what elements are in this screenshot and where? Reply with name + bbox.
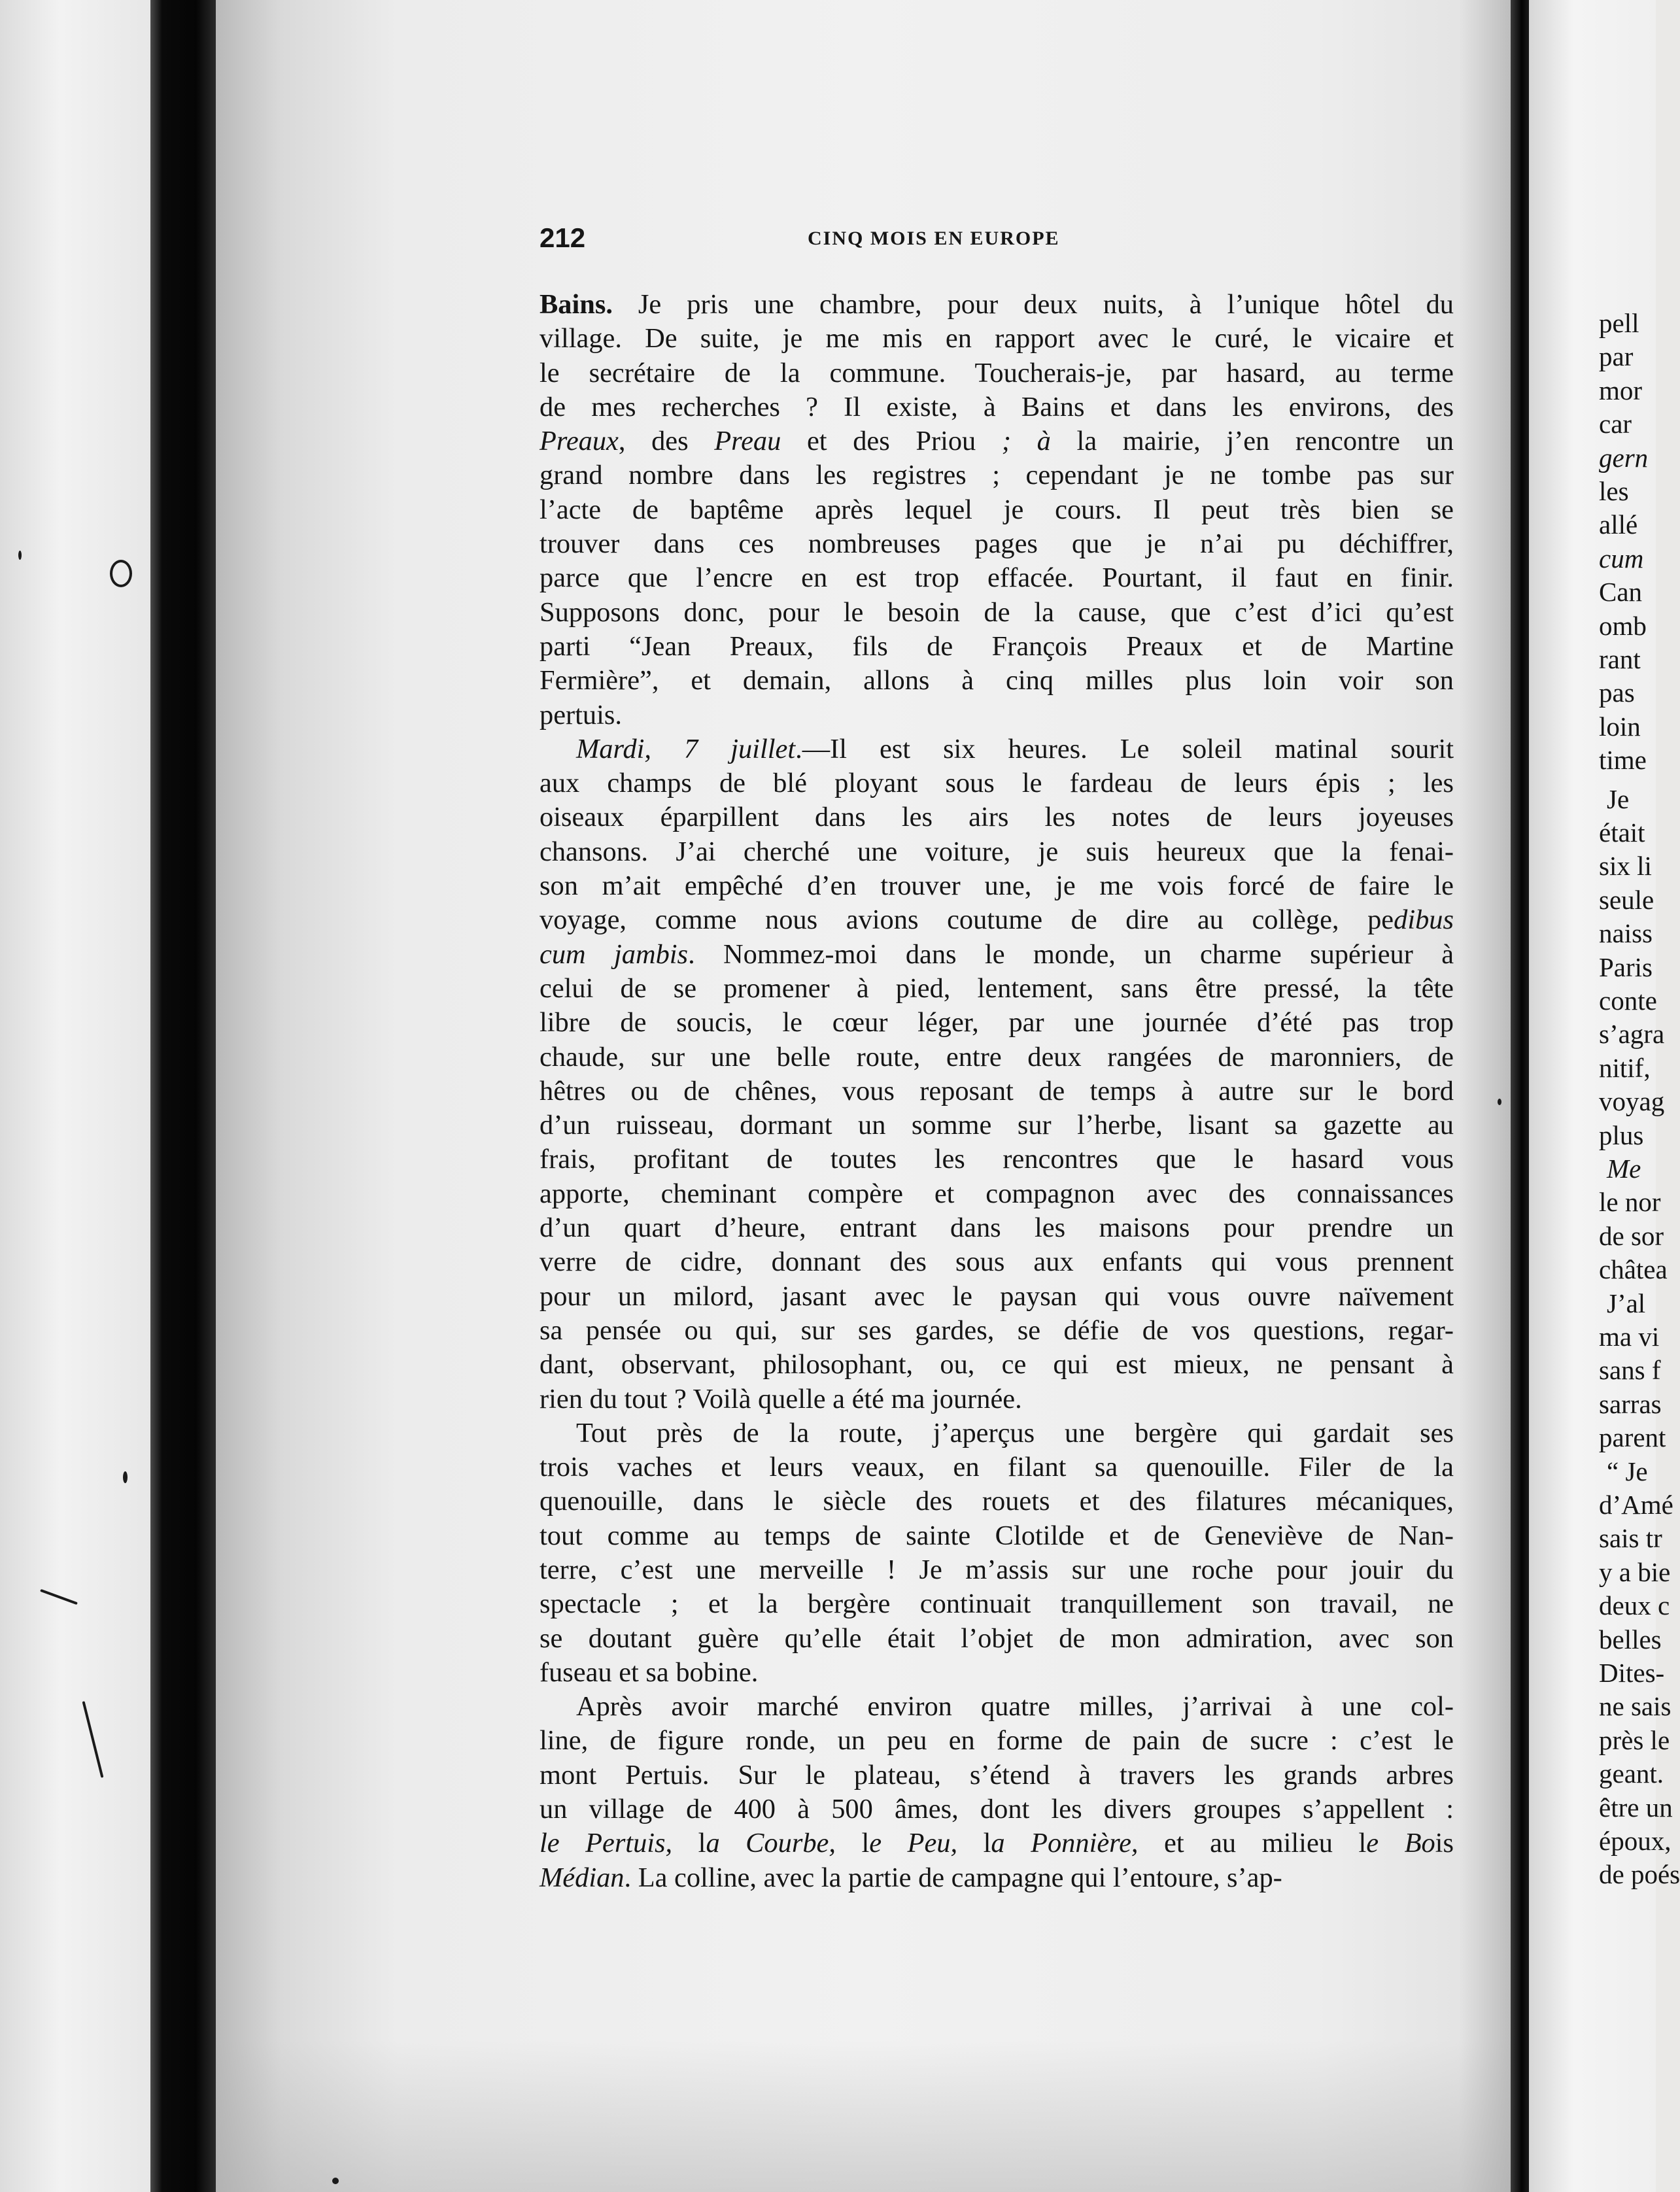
facing-page-line: seule	[1599, 884, 1654, 915]
text-line: tout comme au temps de sainte Clotilde et de Geneviève de Nan-	[540, 1520, 1454, 1551]
text-line: le Pertuis, la Courbe, le Peu, la Ponnière, et au milieu le Bois	[540, 1828, 1454, 1859]
facing-page-line: s’agra	[1599, 1019, 1665, 1050]
facing-page-line: deux c	[1599, 1590, 1670, 1621]
text-line: Mardi, 7 juillet.—Il est six heures. Le soleil matinal sourit	[576, 733, 1454, 764]
text-line: Tout près de la route, j’aperçus une bergère qui gardait ses	[576, 1417, 1454, 1448]
text-line: hêtres ou de chênes, vous reposant de temps à autre sur le bord	[540, 1075, 1454, 1106]
facing-page-line: ma vi	[1599, 1322, 1660, 1352]
facing-page-line: mor	[1599, 375, 1643, 405]
text-line: apporte, cheminant compère et compagnon avec des connaissances	[540, 1178, 1454, 1209]
facing-page-line: plus	[1599, 1120, 1644, 1150]
text-line: le secrétaire de la commune. Toucherais-je, par hasard, au terme	[540, 357, 1454, 388]
facing-page-line: allé	[1599, 509, 1638, 540]
page-number: 212	[540, 222, 586, 253]
page-bottom-shadow	[216, 2040, 1511, 2192]
text-line: d’un ruisseau, dormant un somme sur l’herbe, lisant sa gazette au	[540, 1110, 1454, 1141]
text-line: oiseaux éparpillent dans les airs les notes de leurs joyeuses	[540, 802, 1454, 833]
text-line: de mes recherches ? Il existe, à Bains et dans les environs, des	[540, 391, 1454, 422]
text-line: son m’ait empêché d’en trouver une, je me vois forcé de faire le	[540, 870, 1454, 902]
facing-page-line: Me	[1607, 1154, 1641, 1184]
facing-page-line: les	[1599, 476, 1629, 506]
facing-page-line: time	[1599, 745, 1647, 776]
facing-page-line: d’Amé	[1599, 1490, 1673, 1520]
text-line: line, de figure ronde, un peu en forme de pain de sucre : c’est le	[540, 1725, 1454, 1756]
facing-page-line: gern	[1599, 442, 1649, 473]
text-line: pertuis.	[540, 699, 622, 730]
book-title: CINQ MOIS EN EUROPE	[808, 228, 1060, 249]
facing-page-line: belles	[1599, 1624, 1662, 1654]
text-line: d’un quart d’heure, entrant dans les maisons pour prendre un	[540, 1212, 1454, 1244]
facing-page-line: J’al	[1607, 1288, 1646, 1318]
facing-page-line: ne sais	[1599, 1691, 1671, 1722]
text-line: quenouille, dans le siècle des rouets et des filatures mécaniques,	[540, 1486, 1454, 1517]
facing-page-line: le nor	[1599, 1187, 1661, 1218]
facing-page-line: naiss	[1599, 918, 1653, 949]
text-line: verre de cidre, donnant des sous aux enfants qui vous prennent	[540, 1246, 1454, 1278]
page-gutter-shadow	[1511, 0, 1529, 2192]
facing-page-line: geant.	[1599, 1758, 1664, 1789]
facing-page-line: Can	[1599, 577, 1643, 608]
facing-page-line: par	[1599, 341, 1634, 372]
facing-page-line: Dites-	[1599, 1658, 1665, 1688]
text-line: chaude, sur une belle route, entre deux rangées de maronniers, de	[540, 1041, 1454, 1072]
text-line: mont Pertuis. Sur le plateau, s’étend à travers les grands arbres	[540, 1759, 1454, 1790]
facing-page-line: six li	[1599, 851, 1652, 882]
scan-speck	[123, 1471, 128, 1483]
facing-page-line: sarras	[1599, 1388, 1662, 1419]
text-line: Supposons donc, pour le besoin de la cause, que c’est d’ici qu’est	[540, 596, 1454, 628]
text-line: voyage, comme nous avions coutume de dire au collège, pedibus	[540, 904, 1454, 936]
facing-page-line: loin	[1599, 711, 1641, 742]
text-line: se doutant guère qu’elle était l’objet de mon admiration, avec son	[540, 1622, 1454, 1654]
text-line: village. De suite, je me mis en rapport avec le curé, le vicaire et	[540, 323, 1454, 354]
text-line: celui de se promener à pied, lentement, sans être pressé, la tête	[540, 972, 1454, 1004]
facing-page-line: près le	[1599, 1724, 1670, 1755]
facing-page-line: Paris	[1599, 951, 1653, 982]
facing-page-line: cum	[1599, 543, 1644, 574]
text-line: Médian. La colline, avec la partie de campagne qui l’entoure, s’ap-	[540, 1862, 1282, 1893]
facing-page-line: y a bie	[1599, 1556, 1671, 1587]
text-line: grand nombre dans les registres ; cependant je ne tombe pas sur	[540, 460, 1454, 491]
text-line: Fermière”, et demain, allons à cinq milles plus loin voir son	[540, 665, 1454, 696]
text-line: aux champs de blé ployant sous le fardeau de leurs épis ; les	[540, 768, 1454, 799]
facing-page-line: car	[1599, 409, 1632, 439]
text-line: frais, profitant de toutes les rencontres que le hasard vous	[540, 1144, 1454, 1175]
text-line: dant, observant, philosophant, ou, ce qui est mieux, ne pensant à	[540, 1349, 1454, 1380]
left-margin-edge	[0, 0, 150, 2192]
scan-speck	[1498, 1099, 1501, 1105]
facing-page-line: pell	[1599, 308, 1639, 338]
facing-page-line: conte	[1599, 985, 1657, 1016]
scan-speck	[18, 551, 22, 560]
text-line: cum jambis. Nommez-moi dans le monde, un charme supérieur à	[540, 938, 1454, 970]
facing-page-line: châtea	[1599, 1254, 1668, 1285]
text-line: fuseau et sa bobine.	[540, 1656, 759, 1688]
facing-page-line: était	[1599, 817, 1645, 848]
facing-page-line: être un	[1599, 1792, 1673, 1823]
facing-page-line: nitif,	[1599, 1052, 1651, 1083]
facing-page-line: “ Je	[1607, 1456, 1648, 1486]
text-line: Preaux, des Preau et des Priou ; à la mairie, j’en rencontre un	[540, 426, 1454, 457]
book-binding-shadow	[150, 0, 216, 2192]
facing-page-line: Je	[1607, 783, 1630, 814]
facing-page-line: époux,	[1599, 1826, 1671, 1856]
text-line: terre, c’est une merveille ! Je m’assis sur une roche pour jouir du	[540, 1554, 1454, 1585]
text-line: rien du tout ? Voilà quelle a été ma journée.	[540, 1383, 1022, 1414]
facing-page-line: rant	[1599, 644, 1641, 674]
facing-page-line: voyag	[1599, 1086, 1665, 1117]
scan-speck	[332, 2178, 339, 2184]
text-line: spectacle ; et la bergère continuait tranquillement son travail, ne	[540, 1588, 1454, 1620]
text-line: trouver dans ces nombreuses pages que je n’ai pu déchiffrer,	[540, 528, 1454, 560]
scan-speck	[110, 560, 132, 587]
text-line: l’acte de baptême après lequel je cours. Il peut très bien se	[540, 494, 1454, 525]
text-line: Bains. Je pris une chambre, pour deux nuits, à l’unique hôtel du	[540, 289, 1454, 320]
running-head	[540, 222, 1454, 262]
facing-page-line: pas	[1599, 677, 1635, 708]
text-line: un village de 400 à 500 âmes, dont les divers groupes s’appellent :	[540, 1794, 1454, 1825]
facing-page-line: de poés	[1599, 1859, 1680, 1890]
facing-page-line: sans f	[1599, 1355, 1661, 1386]
text-line: pour un milord, jasant avec le paysan qui vous ouvre naïvement	[540, 1280, 1454, 1312]
text-line: libre de soucis, le cœur léger, par une journée d’été pas trop	[540, 1007, 1454, 1038]
text-line: sa pensée ou qui, sur ses gardes, se défie de vos questions, regar-	[540, 1314, 1454, 1346]
text-line: parti “Jean Preaux, fils de François Preaux et de Martine	[540, 630, 1454, 662]
text-line: trois vaches et leurs veaux, en filant sa quenouille. Filer de la	[540, 1452, 1454, 1483]
facing-page-line: parent	[1599, 1422, 1666, 1453]
facing-page-line: sais tr	[1599, 1523, 1662, 1554]
facing-page-line: de sor	[1599, 1220, 1664, 1251]
facing-page-line: omb	[1599, 610, 1647, 641]
text-line: chansons. J’ai cherché une voiture, je suis heureux que la fenai-	[540, 836, 1454, 867]
text-line: parce que l’encre en est trop effacée. Pourtant, il faut en finir.	[540, 562, 1454, 594]
text-line: Après avoir marché environ quatre milles, j’arrivai à une col-	[576, 1691, 1454, 1722]
page-body-text	[540, 288, 1454, 1895]
